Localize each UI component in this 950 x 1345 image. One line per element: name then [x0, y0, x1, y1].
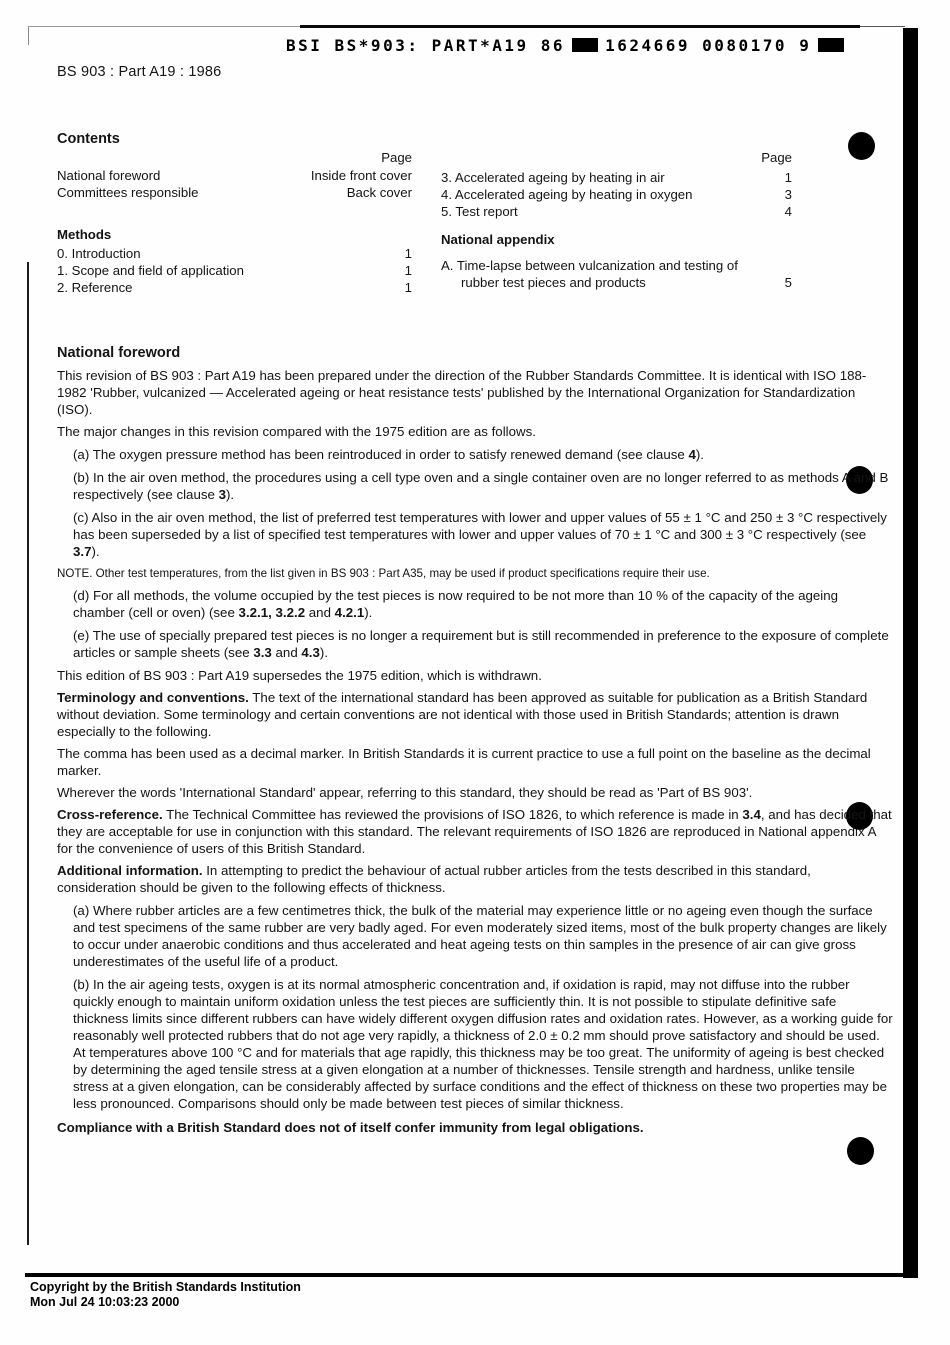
- toc-row: [57, 167, 412, 184]
- text-run: NOTE. Other test temperatures, from the list given in BS 903 : Part A35, may be used if product specifications require their use.: [57, 567, 710, 580]
- methods-heading: Methods: [57, 227, 112, 242]
- bold-text: 3: [218, 487, 226, 502]
- toc-label: rubber test pieces and products: [461, 275, 646, 290]
- contents-right-column: [441, 149, 792, 291]
- corner-tick: [28, 27, 29, 45]
- toc-row: [441, 203, 792, 220]
- foreword-paragraph: [57, 784, 893, 801]
- foreword-paragraph: [57, 806, 893, 857]
- toc-label: 4. Accelerated ageing by heating in oxygen: [441, 187, 693, 202]
- toc-label: National foreword: [57, 168, 161, 183]
- text-run: Wherever the words 'International Standard' appear, referring to this standard, they should be read as 'Part of BS 903'.: [57, 785, 753, 800]
- text-run: The major changes in this revision compared with the 1975 edition are as follows.: [57, 424, 536, 439]
- toc-rows: [441, 169, 792, 220]
- ocr-header-banner: [286, 36, 844, 54]
- foreword-paragraph: [57, 862, 893, 896]
- bold-text: Compliance with a British Standard does not of itself confer immunity from legal obligations.: [57, 1120, 644, 1135]
- top-rule: [300, 25, 860, 28]
- foreword-paragraph: [73, 587, 893, 621]
- national-appendix-heading: National appendix: [441, 232, 555, 247]
- copyright-line: Copyright by the British Standards Institution: [30, 1280, 301, 1294]
- text-run: The Technical Committee has reviewed the provisions of ISO 1826, to which reference is made in: [162, 807, 743, 822]
- toc-label: 2. Reference: [57, 280, 133, 295]
- toc-page-number: 1: [404, 263, 412, 278]
- foreword-paragraph: [57, 689, 893, 740]
- copyright-footer: [30, 1280, 301, 1309]
- foreword-paragraph: [57, 745, 893, 779]
- toc-row: [441, 169, 792, 186]
- contents-section: [57, 131, 797, 295]
- toc-row: [57, 279, 412, 296]
- foreword-paragraph: [73, 469, 893, 503]
- toc-page-number: 3: [784, 187, 792, 202]
- top-rule: [28, 26, 300, 27]
- foreword-paragraph: [57, 667, 893, 684]
- bold-text: Additional information.: [57, 863, 203, 878]
- contents-left-column: [57, 149, 412, 296]
- banner-text: 1624669 0080170 9: [605, 35, 812, 55]
- punch-hole-mark: [847, 1137, 874, 1165]
- text-run: ).: [319, 645, 329, 660]
- toc-label: 3. Accelerated ageing by heating in air: [441, 170, 665, 185]
- footer-rule: [25, 1273, 917, 1277]
- toc-page-number: 1: [404, 280, 412, 295]
- bold-text: 3.4: [742, 807, 761, 822]
- text-run: (b) In the air oven method, the procedures using a cell type oven and a single container oven are no longer referred to as methods A and B respectively (see clause: [73, 470, 889, 502]
- banner-text: BSI BS*903: PART*A19 86: [286, 35, 566, 55]
- punch-hole-mark: [848, 132, 875, 160]
- toc-page-number: 1: [784, 170, 792, 185]
- toc-page-number: Inside front cover: [310, 168, 412, 183]
- toc-label: Committees responsible: [57, 185, 199, 200]
- text-run: and: [305, 605, 335, 620]
- foreword-paragraph: [57, 423, 893, 440]
- note-paragraph: [57, 566, 893, 581]
- page-column-label: Page: [761, 150, 792, 165]
- text-run: , and has decided that they are acceptable for use in conjunction with this standard. The relevant requirements of ISO 1826 are reproduced in National appendix A for the convenience of users of this British Standard.: [57, 807, 892, 856]
- text-run: ).: [226, 487, 235, 502]
- foreword-body: [57, 367, 893, 1136]
- text-run: (a) Where rubber articles are a few centimetres thick, the bulk of the material may experience little or no ageing even though the surface and test specimens of the same rubber are very badly aged. For even moderately sized items, most of the bulk property changes are likely to occur under anaerobic conditions and thus accelerated and heat ageing tests on thin samples in the presence of air can give gross underestimates of the useful life of a product.: [73, 903, 887, 969]
- bold-text: 4.3: [301, 645, 320, 660]
- filled-square-mark: [572, 38, 598, 52]
- toc-appendix-item: [441, 257, 792, 291]
- foreword-title: National foreword: [57, 345, 181, 361]
- toc-label: 0. Introduction: [57, 246, 141, 261]
- document-reference: BS 903 : Part A19 : 1986: [57, 64, 222, 80]
- toc-page-number: 1: [404, 246, 412, 261]
- toc-page-number: 5: [784, 275, 792, 290]
- bold-text: 3.3: [253, 645, 272, 660]
- toc-page-number: 4: [784, 204, 792, 219]
- bold-text: 4: [688, 447, 696, 462]
- text-run: (c) Also in the air oven method, the list of preferred test temperatures with lower and upper values of 55 ± 1 °C and 250 ± 3 °C respectively has been superseded by a list of specified test temperatures with lower and upper values of 70 ± 1 °C and 300 ± 3 °C respectively (see: [73, 510, 887, 542]
- national-foreword-section: [57, 345, 893, 1141]
- toc-label: 1. Scope and field of application: [57, 263, 244, 278]
- foreword-paragraph: [73, 509, 893, 560]
- toc-label: A. Time-lapse between vulcanization and testing of: [441, 258, 738, 273]
- toc-row: [57, 262, 412, 279]
- toc-row: [441, 186, 792, 203]
- contents-title: Contents: [57, 131, 120, 147]
- page-column-label: Page: [381, 150, 412, 165]
- text-run: The text of the international standard has been approved as suitable for publication as a British Standard without deviation. Some terminology and certain conventions are not identical with those used in British Standards; attention is drawn especially to the following.: [57, 690, 868, 739]
- toc-page-number: Back cover: [346, 185, 412, 200]
- bold-text: 3.2.1, 3.2.2: [238, 605, 306, 620]
- text-run: The comma has been used as a decimal marker. In British Standards it is current practice to use a full point on the baseline as the decimal marker.: [57, 746, 871, 778]
- top-rule: [860, 26, 905, 27]
- foreword-paragraph: [73, 902, 893, 970]
- text-run: ).: [364, 605, 373, 620]
- bold-text: Cross-reference.: [57, 807, 163, 822]
- timestamp-line: Mon Jul 24 10:03:23 2000: [30, 1294, 180, 1309]
- bold-text: Terminology and conventions.: [57, 690, 249, 705]
- toc-rows: [57, 167, 412, 201]
- foreword-paragraph: [57, 367, 893, 418]
- text-run: This revision of BS 903 : Part A19 has been prepared under the direction of the Rubber Standards Committee. It is identical with ISO 188-1982 'Rubber, vulcanized — Accelerated ageing or heat resistance tests' published by the International Organization for Standardization (ISO).: [57, 368, 867, 417]
- scan-edge-bar: [903, 28, 918, 1278]
- filled-square-mark: [818, 38, 844, 52]
- foreword-paragraph: [73, 446, 893, 463]
- toc-label: 5. Test report: [441, 204, 518, 219]
- foreword-paragraph: [73, 627, 893, 661]
- foreword-paragraph: [57, 1119, 893, 1136]
- text-run: This edition of BS 903 : Part A19 supersedes the 1975 edition, which is withdrawn.: [57, 668, 542, 683]
- toc-row: [57, 245, 412, 262]
- text-run: (a) The oxygen pressure method has been reintroduced in order to satisfy renewed demand (see clause: [73, 447, 689, 462]
- text-run: ).: [695, 447, 704, 462]
- bold-text: 4.2.1: [334, 605, 365, 620]
- text-run: (b) In the air ageing tests, oxygen is at its normal atmospheric concentration and, if oxidation is rapid, may not diffuse into the rubber quickly enough to maintain uniform oxidation unless the test pieces are sufficiently thin. It is not possible to stipulate definitive safe thickness limits since different rubbers can have widely different oxygen diffusion rates and oxidation rates. However, as a working guide for reasonably well protected rubbers that do not age very rapidly, a thickness of 2.0 ± 0.2 mm should prove satisfactory and should be used. At temperatures above 100 °C and for materials that age rapidly, this thickness may be too great. The uniformity of ageing is best checked by determining the aged tensile stress at a given elongation at a number of thicknesses. Tensile strength and hardness, unlike tensile stress at a given elongation, can be considerably affected by surface conditions and the effect of thickness on these two properties may be less pronounced. Comparisons should only be made between test pieces of similar thickness.: [73, 977, 893, 1111]
- toc-row: [57, 184, 412, 201]
- text-run: (e) The use of specially prepared test pieces is no longer a requirement but is still recommended in preference to the exposure of complete articles or sample sheets (see: [73, 628, 889, 660]
- text-run: In attempting to predict the behaviour of actual rubber articles from the tests described in this standard, consideration should be given to the following effects of thickness.: [57, 863, 811, 895]
- scan-edge-line: [27, 262, 29, 1245]
- text-run: ).: [91, 544, 100, 559]
- toc-rows: [57, 245, 412, 296]
- text-run: (d) For all methods, the volume occupied by the test pieces is now required to be not more than 10 % of the capacity of the ageing chamber (cell or oven) (see: [73, 588, 839, 620]
- foreword-paragraph: [73, 976, 893, 1112]
- text-run: and: [271, 645, 302, 660]
- bold-text: 3.7: [73, 544, 92, 559]
